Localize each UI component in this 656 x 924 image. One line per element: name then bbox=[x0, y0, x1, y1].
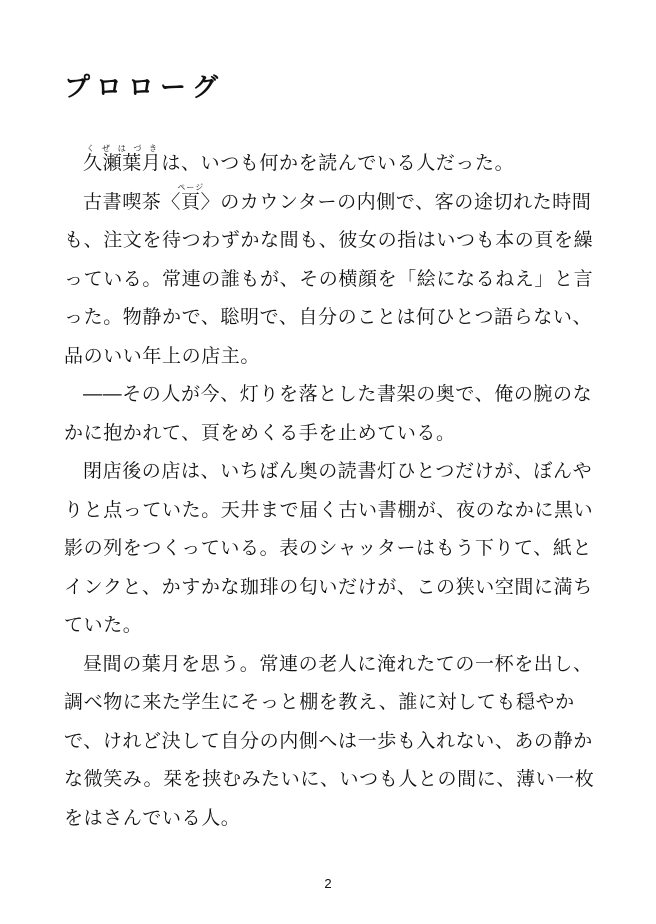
text-line: 品のいい年上の店主。 bbox=[64, 344, 261, 367]
page-number: 2 bbox=[324, 876, 332, 891]
text-line: 昼間の葉月を思う。常連の老人に淹れたての一杯を出し、 bbox=[83, 652, 593, 675]
ruby-name: 久瀬葉月くぜはづき bbox=[83, 144, 162, 174]
text-line: 閉店後の店は、いちばん奥の読書灯ひとつだけが、ぼんや bbox=[83, 460, 593, 482]
text-line: ていた。 bbox=[64, 614, 143, 636]
paragraph-5 bbox=[64, 645, 604, 838]
text-line: った。物静かで、聡明で、自分のことは何ひとつ語らない、 bbox=[64, 306, 593, 328]
text-line: な微笑み。栞を挟むみたいに、いつも人との間に、薄い一枚 bbox=[64, 768, 595, 790]
text-line: 古書喫茶〈頁ページ〉のカウンターの内側で、客の途切れた時間 bbox=[83, 182, 592, 213]
text-line: インクと、かすかな珈琲の匂いだけが、この狭い空間に満ち bbox=[64, 575, 593, 598]
ruby-reading: ページ bbox=[177, 182, 205, 192]
text-line: っている。常連の誰もが、その横顔を「絵になるねえ」と言 bbox=[64, 267, 594, 290]
ruby-reading: くぜはづき bbox=[83, 144, 162, 153]
chapter-title: プロローグ bbox=[64, 73, 225, 103]
paragraph-1 bbox=[64, 144, 604, 183]
text-line: も、注文を待つわずかな間も、彼女の指はいつも本の頁を繰 bbox=[64, 229, 594, 251]
paragraph-4 bbox=[64, 452, 604, 645]
text-line: かに抱かれて、頁をめくる手を止めている。 bbox=[64, 421, 456, 444]
text-line: 調べ物に来た学生にそっと棚を教え、誰に対しても穏やか bbox=[64, 691, 575, 713]
body-text bbox=[64, 144, 604, 837]
ruby-shop-name: 頁ページ bbox=[177, 182, 205, 213]
paragraph-2 bbox=[64, 183, 604, 376]
text-line: で、けれど決して自分の内側へは一歩も入れない、あの静か bbox=[64, 729, 593, 752]
paragraph-3 bbox=[64, 375, 604, 452]
text-line: 久瀬葉月くぜはづきは、いつも何かを読んでいる人だった。 bbox=[83, 144, 515, 174]
text-line: りと点っていた。天井まで届く古い書棚が、夜のなかに黒い bbox=[64, 498, 594, 521]
text-line: 影の列をつくっている。表のシャッターはもう下りて、紙と bbox=[64, 537, 593, 559]
text-line: をはさんでいる人。 bbox=[64, 806, 241, 829]
text-line: ――その人が今、灯りを落とした書架の奥で、俺の腕のな bbox=[83, 383, 593, 405]
